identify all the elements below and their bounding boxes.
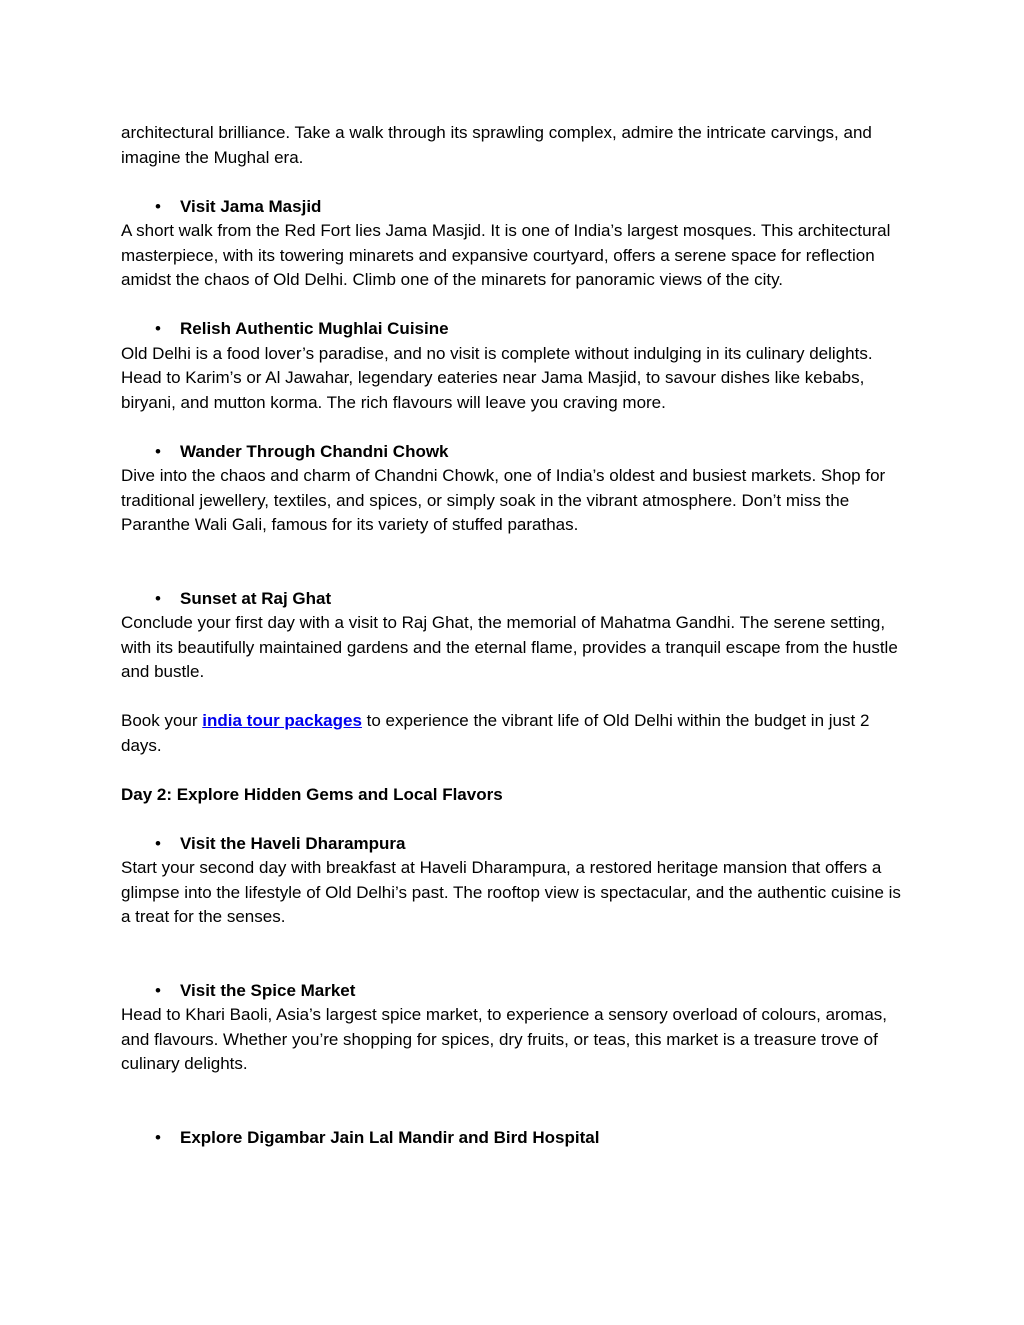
india-tour-packages-link[interactable]: india tour packages [202, 711, 362, 730]
spacer [121, 415, 911, 440]
bullet-body: Head to Khari Baoli, Asia’s largest spice market, to experience a sensory overload of colours, aromas, and flavours. Whether you’re shopping for spices, dry fruits, or teas, this market is a treasure trove of culinary delights. [121, 1005, 888, 1073]
bullet-body: Old Delhi is a food lover’s paradise, and no visit is complete without indulging in its culinary delights. Head to Karim’s or Al Jawahar, legendary eateries near Jama Masjid, to savour dishes like kebabs, biryani, and mutton korma. The rich flavours will leave you craving more. [121, 343, 873, 412]
bullet-icon: • [155, 441, 161, 461]
bullet-icon: • [155, 588, 161, 608]
bullet-title: Relish Authentic Mughlai Cuisine [180, 319, 449, 338]
bullet-item-haveli-dharampura [121, 832, 911, 930]
bullet-item-jama-masjid [121, 195, 911, 293]
bullet-title: Visit the Haveli Dharampura [180, 833, 406, 853]
spacer [121, 930, 911, 979]
bullet-icon: • [155, 319, 161, 338]
spacer [121, 293, 911, 318]
spacer [121, 758, 911, 783]
bullet-title: Sunset at Raj Ghat [180, 588, 332, 608]
bullet-icon: • [155, 1127, 161, 1147]
bullet-item-spice-market [121, 979, 911, 1077]
spacer [121, 685, 911, 710]
bullet-item-mughlai-cuisine [121, 317, 911, 415]
bullet-icon: • [155, 980, 161, 1000]
bullet-body: Start your second day with breakfast at Haveli Dharampura, a restored heritage mansion that offers a glimpse into the lifestyle of Old Delhi’s past. The rooftop view is spectacular, and the authentic cuisine is a treat for the senses. [121, 858, 901, 926]
bullet-item-chandni-chowk [121, 440, 911, 538]
bullet-icon: • [155, 833, 161, 853]
intro-paragraph: architectural brilliance. Take a walk through its sprawling complex, admire the intricate carvings, and imagine the Mughal era. [121, 123, 872, 167]
promo-text-before: Book your [121, 711, 203, 730]
bullet-item-jain-lal-mandir [121, 1126, 911, 1151]
document-body [121, 121, 911, 1150]
day2-heading: Day 2: Explore Hidden Gems and Local Flavors [121, 784, 503, 804]
bullet-title: Visit the Spice Market [180, 980, 356, 1000]
promo-paragraph [121, 709, 911, 758]
bullet-body: A short walk from the Red Fort lies Jama Masjid. It is one of India’s largest mosques. This architectural masterpiece, with its towering minarets and expansive courtyard, offers a serene space for reflection amidst the chaos of Old Delhi. Climb one of the minarets for panoramic views of the city. [121, 221, 891, 289]
spacer [121, 807, 911, 832]
bullet-title: Explore Digambar Jain Lal Mandir and Bird Hospital [180, 1127, 600, 1147]
bullet-item-raj-ghat [121, 587, 911, 685]
spacer [121, 1077, 911, 1126]
spacer [121, 170, 911, 195]
promo-text-after: to experience the vibrant life of Old Delhi within the budget in just 2 days. [121, 711, 870, 755]
bullet-body: Conclude your first day with a visit to Raj Ghat, the memorial of Mahatma Gandhi. The serene setting, with its beautifully maintained gardens and the eternal flame, provides a tranquil escape from the hustle and bustle. [121, 613, 898, 681]
bullet-title: Wander Through Chandni Chowk [180, 441, 449, 461]
bullet-body: Dive into the chaos and charm of Chandni Chowk, one of India’s oldest and busiest markets. Shop for traditional jewellery, textiles, and spices, or simply soak in the vibrant atmosphere. Don’t miss the Paranthe Wali Gali, famous for its variety of stuffed parathas. [121, 466, 886, 534]
bullet-icon: • [155, 196, 161, 216]
bullet-title: Visit Jama Masjid [180, 196, 322, 216]
spacer [121, 538, 911, 587]
